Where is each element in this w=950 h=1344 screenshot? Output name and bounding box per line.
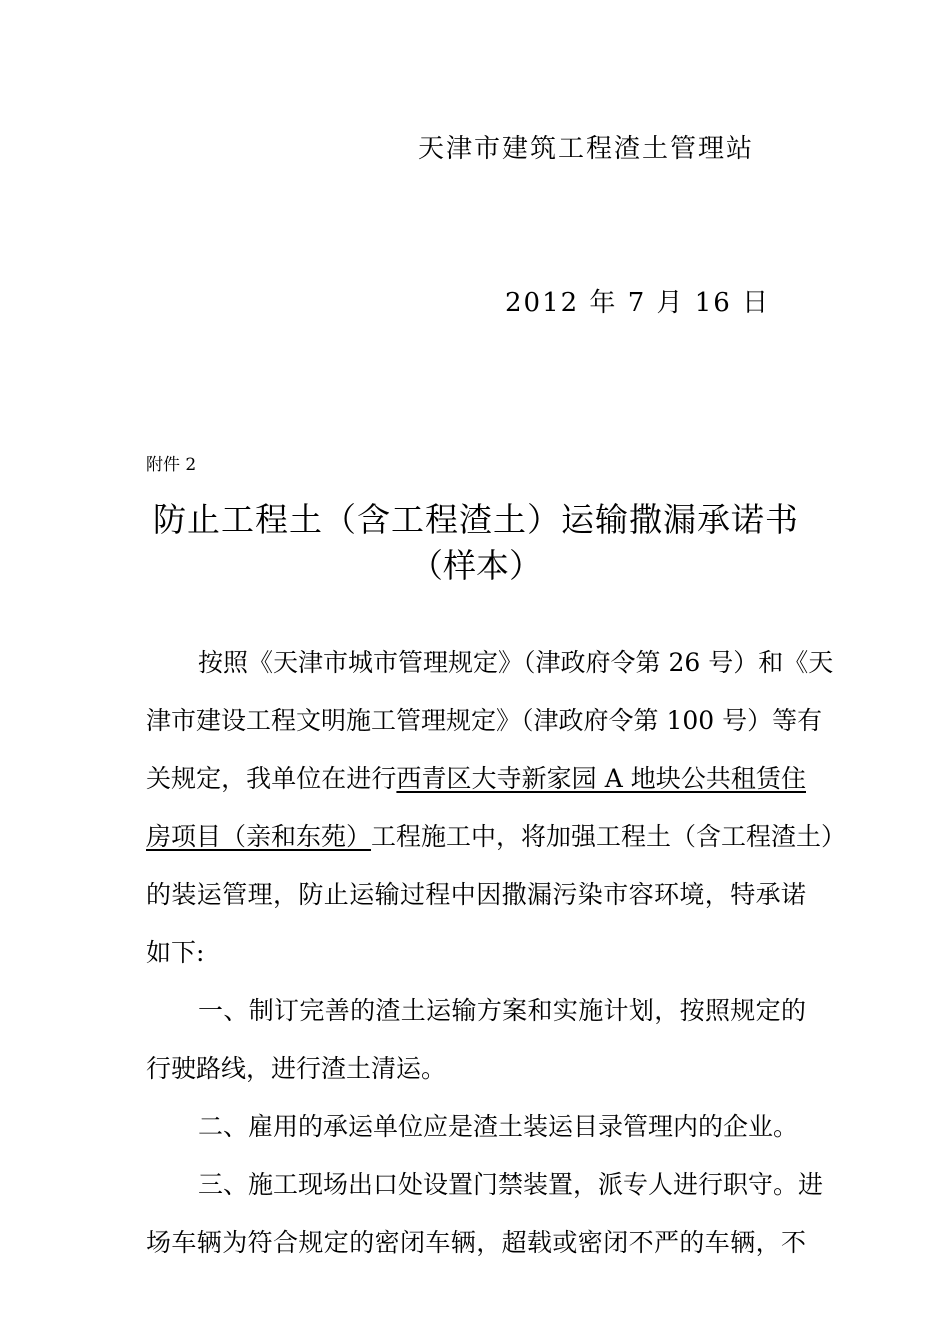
paragraph-intro-line-1: 按照《天津市城市管理规定》（津政府令第 26 号）和《天 bbox=[198, 648, 834, 677]
document-title: 防止工程土（含工程渣土）运输撒漏承诺书 bbox=[153, 500, 799, 539]
document-subtitle: （样本） bbox=[410, 546, 542, 585]
paragraph-intro-line-5: 的装运管理，防止运输过程中因撒漏污染市容环境，特承诺 bbox=[146, 880, 806, 909]
document-date: 2012 年 7 月 16 日 bbox=[505, 288, 771, 318]
intro-text: 关规定，我单位在进行 bbox=[146, 764, 397, 793]
attachment-label: 附件 2 bbox=[146, 455, 197, 475]
item-1-line-1: 一、制订完善的渣土运输方案和实施计划，按照规定的 bbox=[198, 996, 806, 1025]
paragraph-intro-line-2: 津市建设工程文明施工管理规定》（津政府令第 100 号）等有 bbox=[146, 706, 823, 735]
project-name-continued: 房项目（亲和东苑） bbox=[146, 822, 372, 851]
project-name: 西青区大寺新家园 A 地块公共租赁住 bbox=[396, 764, 806, 793]
paragraph-intro-line-4 bbox=[146, 822, 847, 852]
item-3-line-2: 场车辆为符合规定的密闭车辆，超载或密闭不严的车辆，不 bbox=[146, 1228, 806, 1257]
item-1-line-2: 行驶路线，进行渣土清运。 bbox=[146, 1054, 447, 1083]
item-3-line-1: 三、施工现场出口处设置门禁装置，派专人进行职守。进 bbox=[198, 1170, 824, 1199]
intro-text-continued: 工程施工中，将加强工程土（含工程渣土） bbox=[371, 822, 847, 851]
paragraph-intro-line-3 bbox=[146, 764, 806, 794]
organization-name: 天津市建筑工程渣土管理站 bbox=[418, 134, 755, 164]
item-2-line-1: 二、雇用的承运单位应是渣土装运目录管理内的企业。 bbox=[198, 1112, 799, 1141]
paragraph-intro-line-6: 如下: bbox=[146, 938, 205, 967]
